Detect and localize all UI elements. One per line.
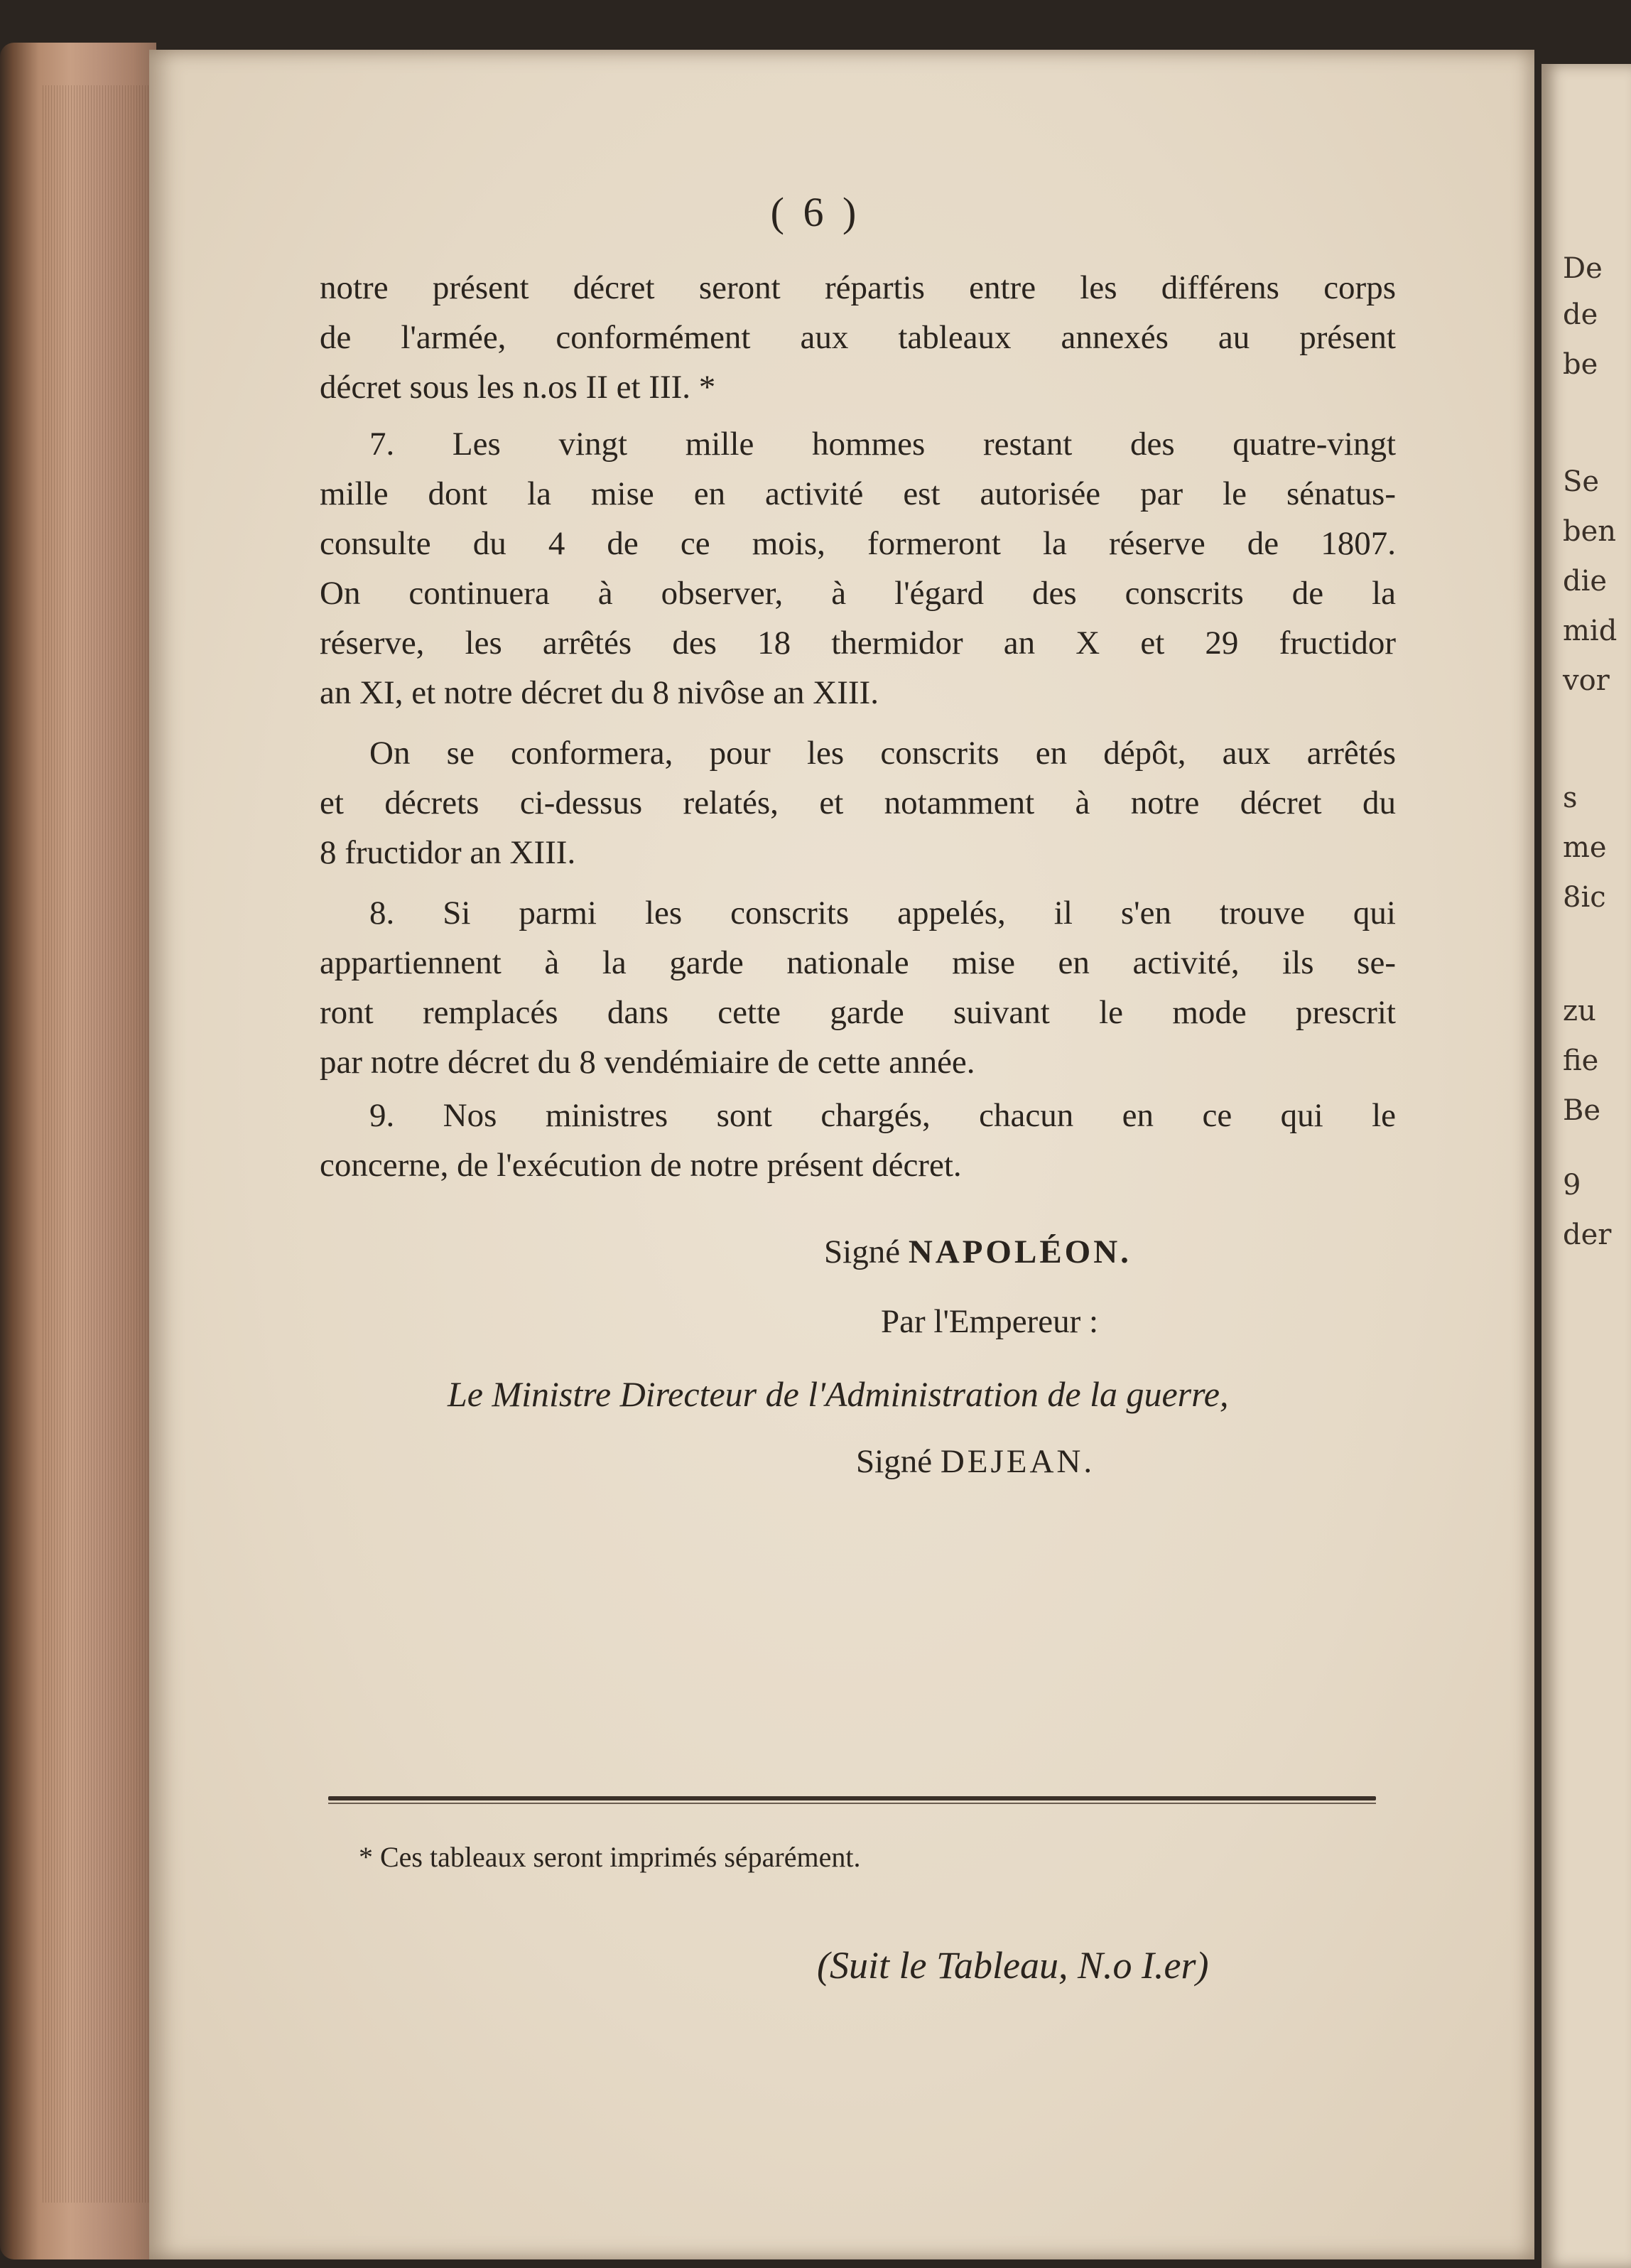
signature-dejean	[856, 1442, 1095, 1481]
text-line: ront remplacés dans cette garde suivant le mode prescrit	[320, 994, 1396, 1031]
facing-fragment: Se	[1563, 465, 1600, 498]
page-number: ( 6 )	[770, 189, 861, 235]
book-edge-pages	[43, 85, 149, 2203]
facing-page	[1541, 64, 1631, 2268]
signed-label: Signé	[824, 1233, 901, 1270]
text-line: 8 fructidor an XIII.	[320, 834, 576, 871]
footnote-rule-thin	[328, 1803, 1376, 1804]
facing-fragment: 8ic	[1563, 881, 1606, 914]
footnote-rule	[328, 1796, 1376, 1800]
facing-fragment: der	[1563, 1219, 1612, 1251]
signed-label: Signé	[856, 1443, 933, 1480]
facing-fragment: mid	[1563, 615, 1618, 647]
text-line: consulte du 4 de ce mois, formeront la réserve de 1807.	[320, 525, 1396, 562]
text-line: concerne, de l'exécution de notre présent décret.	[320, 1147, 962, 1184]
facing-fragment: s	[1563, 782, 1578, 814]
text-line: décret sous les n.os II et III. *	[320, 369, 716, 406]
facing-fragment: Be	[1563, 1094, 1601, 1127]
facing-fragment: fie	[1563, 1044, 1599, 1077]
footnote: * Ces tableaux seront imprimés séparément.	[359, 1841, 861, 1873]
text-line: par notre décret du 8 vendémiaire de cette année.	[320, 1044, 975, 1081]
facing-fragment: De	[1563, 252, 1603, 285]
text-line: an XI, et notre décret du 8 nivôse an XIII.	[320, 674, 879, 711]
facing-fragment: ben	[1563, 515, 1617, 548]
continuation-note: (Suit le Tableau, N.o I.er)	[817, 1944, 1209, 1987]
text-line: et décrets ci-dessus relatés, et notamment à notre décret du	[320, 784, 1396, 821]
signer-name: NAPOLÉON.	[908, 1233, 1132, 1270]
text-line: notre présent décret seront répartis entre les différens corps	[320, 269, 1396, 306]
facing-fragment: zu	[1563, 995, 1596, 1027]
facing-fragment: 9	[1563, 1169, 1581, 1202]
article-7	[320, 419, 1396, 718]
article-8	[320, 888, 1396, 1087]
facing-fragment: de	[1563, 298, 1598, 331]
article-7-continued	[320, 728, 1396, 878]
paragraph-continuation	[320, 263, 1396, 412]
text-line: réserve, les arrêtés des 18 thermidor an X et 29 fructidor	[320, 625, 1396, 662]
text-line: On se conformera, pour les conscrits en dépôt, aux arrêtés	[369, 735, 1396, 772]
facing-fragment: be	[1563, 348, 1598, 381]
text-line: 9. Nos ministres sont chargés, chacun en ce qui le	[369, 1097, 1396, 1134]
signature-napoleon	[824, 1233, 1132, 1271]
signer-name: DEJEAN.	[940, 1443, 1095, 1480]
text-line: mille dont la mise en activité est autorisée par le sénatus-	[320, 475, 1396, 512]
article-9	[320, 1091, 1396, 1190]
text-line: 8. Si parmi les conscrits appelés, il s'en trouve qui	[369, 895, 1396, 932]
text-line: de l'armée, conformément aux tableaux annexés au présent	[320, 319, 1396, 356]
par-empereur: Par l'Empereur :	[881, 1303, 1099, 1340]
facing-fragment: vor	[1563, 664, 1610, 697]
minister-title: Le Ministre Directeur de l'Administration de la guerre,	[448, 1374, 1229, 1414]
facing-fragment: die	[1563, 565, 1608, 598]
text-line: 7. Les vingt mille hommes restant des quatre-vingt	[369, 426, 1396, 463]
facing-fragment: me	[1563, 831, 1607, 864]
text-line: appartiennent à la garde nationale mise en activité, ils se-	[320, 944, 1396, 981]
text-line: On continuera à observer, à l'égard des conscrits de la	[320, 575, 1396, 612]
